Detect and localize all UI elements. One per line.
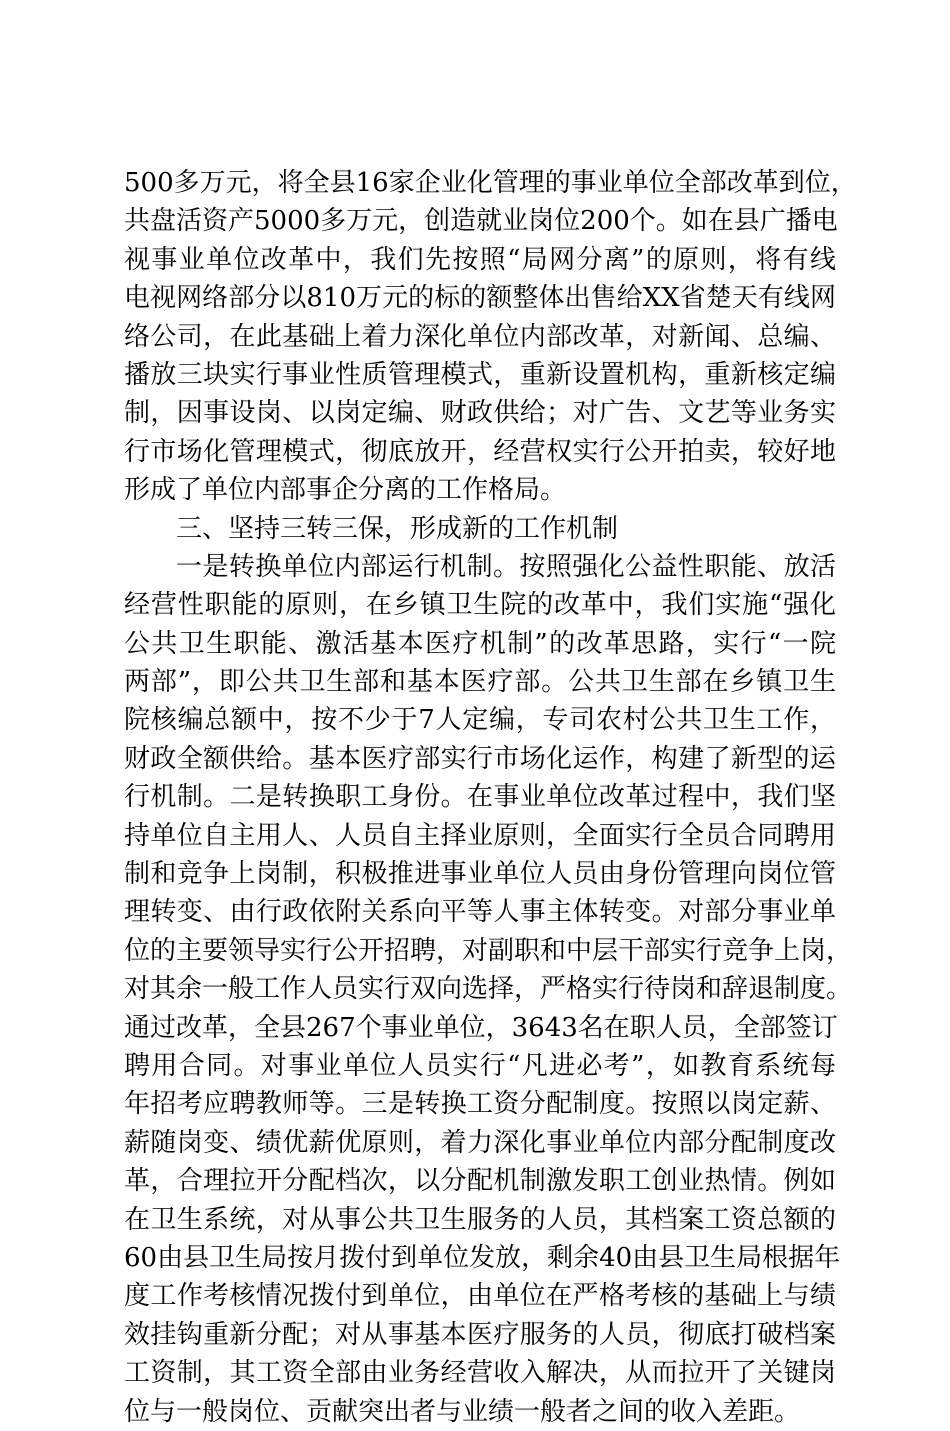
text-line: 一是转换单位内部运行机制。按照强化公益性职能、放活 [176, 551, 836, 582]
text-line: 度工作考核情况拨付到单位，由单位在严格考核的基础上与绩 [124, 1281, 836, 1312]
text-line: 制，因事设岗、以岗定编、财政供给；对广告、文艺等业务实 [124, 398, 836, 429]
text-line: 行市场化管理模式，彻底放开，经营权实行公开拍卖，较好地 [124, 436, 836, 467]
text-line: 行机制。二是转换职工身份。在事业单位改革过程中，我们坚 [124, 782, 836, 813]
text-line: 年招考应聘教师等。三是转换工资分配制度。按照以岗定薪、 [124, 1089, 836, 1120]
text-line: 工资制，其工资全部由业务经营收入解决，从而拉开了关键岗 [124, 1358, 836, 1389]
text-line: 电视网络部分以810万元的标的额整体出售给XX省楚天有线网 [124, 283, 836, 314]
text-line: 理转变、由行政依附关系向平等人事主体转变。对部分事业单 [124, 897, 836, 928]
text-line: 制和竞争上岗制，积极推进事业单位人员由身份管理向岗位管 [124, 859, 836, 890]
text-line: 在卫生系统，对从事公共卫生服务的人员，其档案工资总额的 [124, 1204, 836, 1235]
text-line: 效挂钩重新分配；对从事基本医疗服务的人员，彻底打破档案 [124, 1319, 836, 1350]
text-line: 60由县卫生局按月拨付到单位发放，剩余40由县卫生局根据年 [124, 1242, 841, 1273]
text-line: 持单位自主用人、人员自主择业原则，全面实行全员合同聘用 [124, 820, 836, 851]
text-line: 500多万元，将全县16家企业化管理的事业单位全部改革到位， [124, 168, 857, 198]
body-text [124, 164, 857, 1431]
text-line: 络公司，在此基础上着力深化单位内部改革，对新闻、总编、 [124, 321, 836, 352]
text-line: 对其余一般工作人员实行双向选择，严格实行待岗和辞退制度。 [124, 974, 853, 1005]
text-line: 视事业单位改革中，我们先按照“局网分离”的原则，将有线 [124, 244, 836, 275]
text-line: 公共卫生职能、激活基本医疗机制”的改革思路，实行“一院 [124, 628, 836, 659]
text-line: 院核编总额中，按不少于7人定编，专司农村公共卫生工作， [124, 705, 836, 736]
text-line: 播放三块实行事业性质管理模式，重新设置机构，重新核定编 [124, 359, 836, 390]
text-line: 形成了单位内部事企分离的工作格局。 [124, 475, 567, 506]
text-line: 经营性职能的原则，在乡镇卫生院的改革中，我们实施“强化 [124, 590, 836, 621]
text-line: 共盘活资产5000多万元，创造就业岗位200个。如在县广播电 [124, 206, 838, 237]
text-line: 位的主要领导实行公开招聘，对副职和中层干部实行竞争上岗， [124, 935, 853, 966]
text-line: 财政全额供给。基本医疗部实行市场化运作，构建了新型的运 [124, 743, 836, 774]
text-line: 两部”，即公共卫生部和基本医疗部。公共卫生部在乡镇卫生 [124, 667, 836, 698]
text-line: 通过改革，全县267个事业单位，3643名在职人员，全部签订 [124, 1012, 838, 1043]
text-line: 革，合理拉开分配档次，以分配机制激发职工创业热情。例如 [124, 1166, 836, 1197]
text-line: 聘用合同。对事业单位人员实行“凡进必考”，如教育系统每 [124, 1050, 836, 1081]
text-line: 薪随岗变、绩优薪优原则，着力深化事业单位内部分配制度改 [124, 1127, 836, 1158]
section-heading: 三、坚持三转三保，形成新的工作机制 [176, 513, 619, 544]
text-line: 位与一般岗位、贡献突出者与业绩一般者之间的收入差距。 [124, 1396, 801, 1427]
